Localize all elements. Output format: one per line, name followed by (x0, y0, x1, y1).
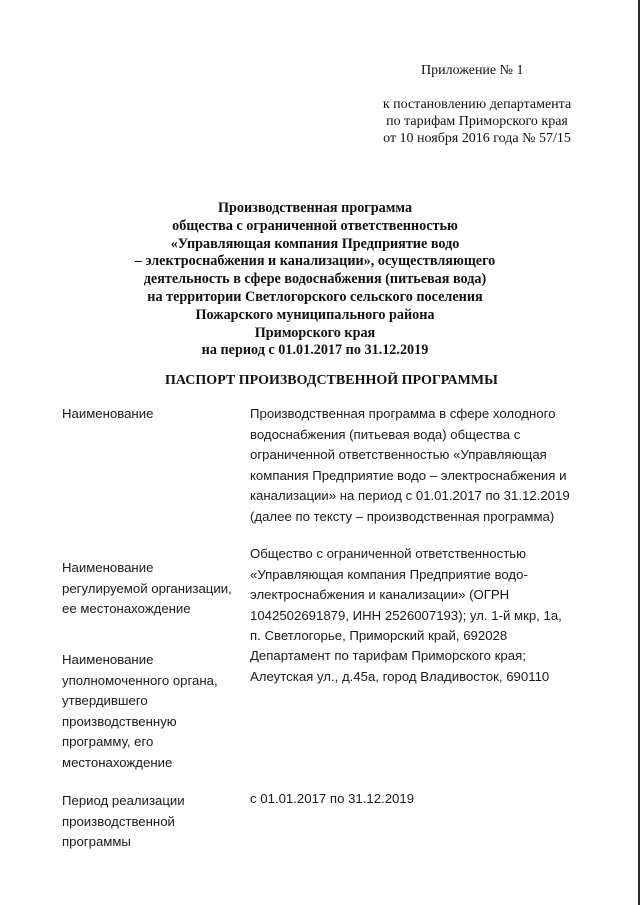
value-line: компания Предприятие водо – электроснабжения и (250, 467, 567, 483)
label-line: ее местонахождение (62, 601, 191, 616)
value-line: 1042502691879, ИНН 2526007193); ул. 1-й мкр, 1а, (250, 607, 562, 623)
value-line: «Управляющая компания Предприятие водо- (250, 566, 528, 582)
label-line: Период реализации (62, 793, 185, 808)
label-line: производственной (62, 813, 175, 829)
title-line: Производственная программа (217, 200, 413, 216)
label-line: уполномоченного органа, (62, 672, 218, 688)
value-line: Департамент по тарифам Приморского края; (250, 648, 526, 663)
resolution-line: по тарифам Приморского края (386, 114, 568, 129)
label-line: Наименование (62, 406, 154, 421)
label-line: программы (62, 834, 131, 849)
title-line: Приморского края (254, 324, 376, 341)
passport-row-value-organization (250, 544, 610, 647)
passport-row-label-name (62, 404, 242, 425)
value-line: Производственная программа в сфере холодного (250, 406, 556, 421)
label-line: регулируемой организации, (62, 580, 232, 596)
value-line: ограниченной ответственностью «Управляющая (250, 447, 547, 462)
value-line: с 01.01.2017 по 31.12.2019 (250, 791, 415, 806)
passport-row-value-period (250, 789, 610, 810)
title-line: деятельность в сфере водоснабжения (питьевая вода) (143, 271, 487, 288)
value-line: Алеутская ул., д.45а, город Владивосток, 690110 (250, 668, 550, 684)
value-line: (далее по тексту – производственная программа) (250, 508, 555, 524)
passport-row-value-authority (250, 646, 610, 687)
label-line: местонахождение (62, 754, 173, 770)
resolution-line: от 10 ноября 2016 года № 57/15 (383, 131, 571, 146)
title-line: на территории Светлогорского сельского поселения (147, 288, 483, 305)
title-line: общества с ограниченной ответственностью (172, 217, 458, 234)
value-line: электроснабжения и канализации» (ОГРН (250, 587, 510, 602)
program-title (100, 200, 530, 360)
label-line: Наименование (62, 652, 154, 667)
title-line: на период с 01.01.2017 по 31.12.2019 (201, 342, 429, 359)
passport-row-value-name (250, 404, 610, 527)
title-line: «Управляющая компания Предприятие водо (170, 235, 460, 252)
appendix-number: Приложение № 1 (421, 63, 524, 78)
label-line: программу, его (62, 734, 154, 749)
resolution-reference (362, 96, 592, 147)
passport-row-label-period (62, 791, 242, 853)
value-line: п. Светлогорье, Приморский край, 692028 (250, 628, 508, 643)
passport-row-label-organization (62, 558, 242, 620)
passport-heading: ПАСПОРТ ПРОИЗВОДСТВЕННОЙ ПРОГРАММЫ (165, 373, 498, 388)
label-line: утвердившего (62, 693, 148, 708)
resolution-line: к постановлению департамента (382, 97, 572, 112)
value-line: Общество с ограниченной ответственностью (250, 546, 527, 561)
label-line: Наименование (62, 560, 154, 575)
value-line: водоснабжения (питьевая вода) общества с (250, 426, 521, 442)
title-line: Пожарского муниципального района (195, 306, 435, 323)
title-line: – электроснабжения и канализации», осуществляющего (134, 253, 496, 270)
value-line: канализации» на период с 01.01.2017 по 31.12.2019 (250, 488, 570, 503)
passport-row-label-authority (62, 650, 242, 773)
label-line: производственную (62, 713, 177, 729)
